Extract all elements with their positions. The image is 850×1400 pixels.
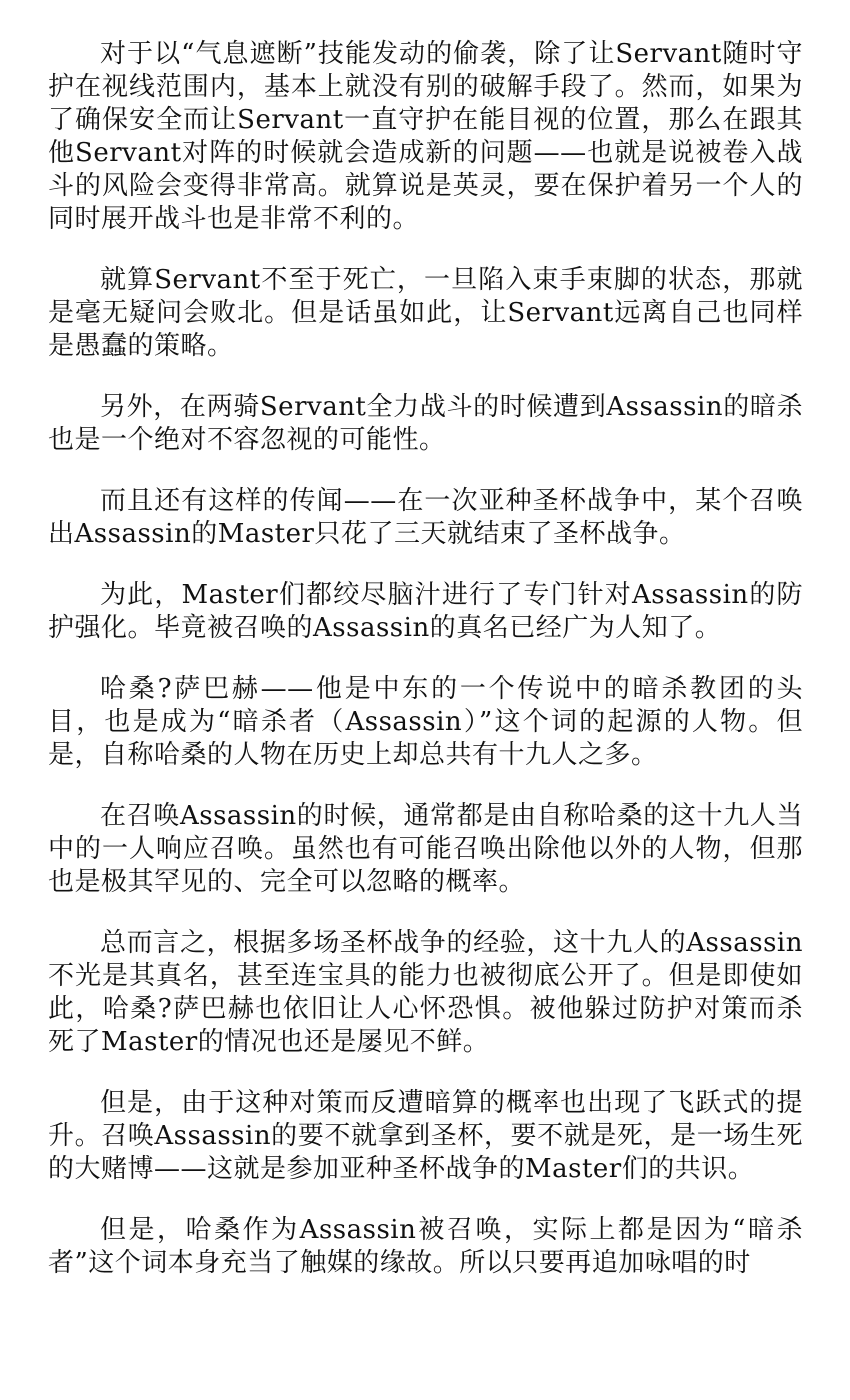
- paragraph-3: 另外，在两骑Servant全力战斗的时候遭到Assassin的暗杀也是一个绝对不容忽视的可能性。: [48, 392, 803, 455]
- document-page: [48, 38, 803, 1378]
- paragraph-5: 为此，Master们都绞尽脑汁进行了专门针对Assassin的防护强化。毕竟被召唤的Assassin的真名已经广为人知了。: [48, 580, 803, 643]
- paragraph-10: 但是，哈桑作为Assassin被召唤，实际上都是因为“暗杀者”这个词本身充当了触媒的缘故。所以只要再追加咏唱的时: [48, 1215, 803, 1278]
- paragraph-6: 哈桑?萨巴赫——他是中东的一个传说中的暗杀教团的头目，也是成为“暗杀者（Assassin）”这个词的起源的人物。但是，自称哈桑的人物在历史上却总共有十九人之多。: [48, 674, 803, 770]
- paragraph-9: 但是，由于这种对策而反遭暗算的概率也出现了飞跃式的提升。召唤Assassin的要不就拿到圣杯，要不就是死，是一场生死的大赌博——这就是参加亚种圣杯战争的Master们的共识。: [48, 1088, 803, 1184]
- paragraph-2: 就算Servant不至于死亡，一旦陷入束手束脚的状态，那就是毫无疑问会败北。但是话虽如此，让Servant远离自己也同样是愚蠢的策略。: [48, 265, 803, 361]
- paragraph-7: 在召唤Assassin的时候，通常都是由自称哈桑的这十九人当中的一人响应召唤。虽然也有可能召唤出除他以外的人物，但那也是极其罕见的、完全可以忽略的概率。: [48, 801, 803, 897]
- paragraph-8: 总而言之，根据多场圣杯战争的经验，这十九人的Assassin不光是其真名，甚至连宝具的能力也被彻底公开了。但是即使如此，哈桑?萨巴赫也依旧让人心怀恐惧。被他躲过防护对策而杀死了Master的情况也还是屡见不鲜。: [48, 928, 803, 1057]
- paragraph-4: 而且还有这样的传闻——在一次亚种圣杯战争中，某个召唤出Assassin的Master只花了三天就结束了圣杯战争。: [48, 486, 803, 549]
- paragraph-1: 对于以“气息遮断”技能发动的偷袭，除了让Servant随时守护在视线范围内，基本上就没有别的破解手段了。然而，如果为了确保安全而让Servant一直守护在能目视的位置，那么在跟其他Servant对阵的时候就会造成新的问题——也就是说被卷入战斗的风险会变得非常高。就算说是英灵，要在保护着另一个人的同时展开战斗也是非常不利的。: [48, 39, 803, 234]
